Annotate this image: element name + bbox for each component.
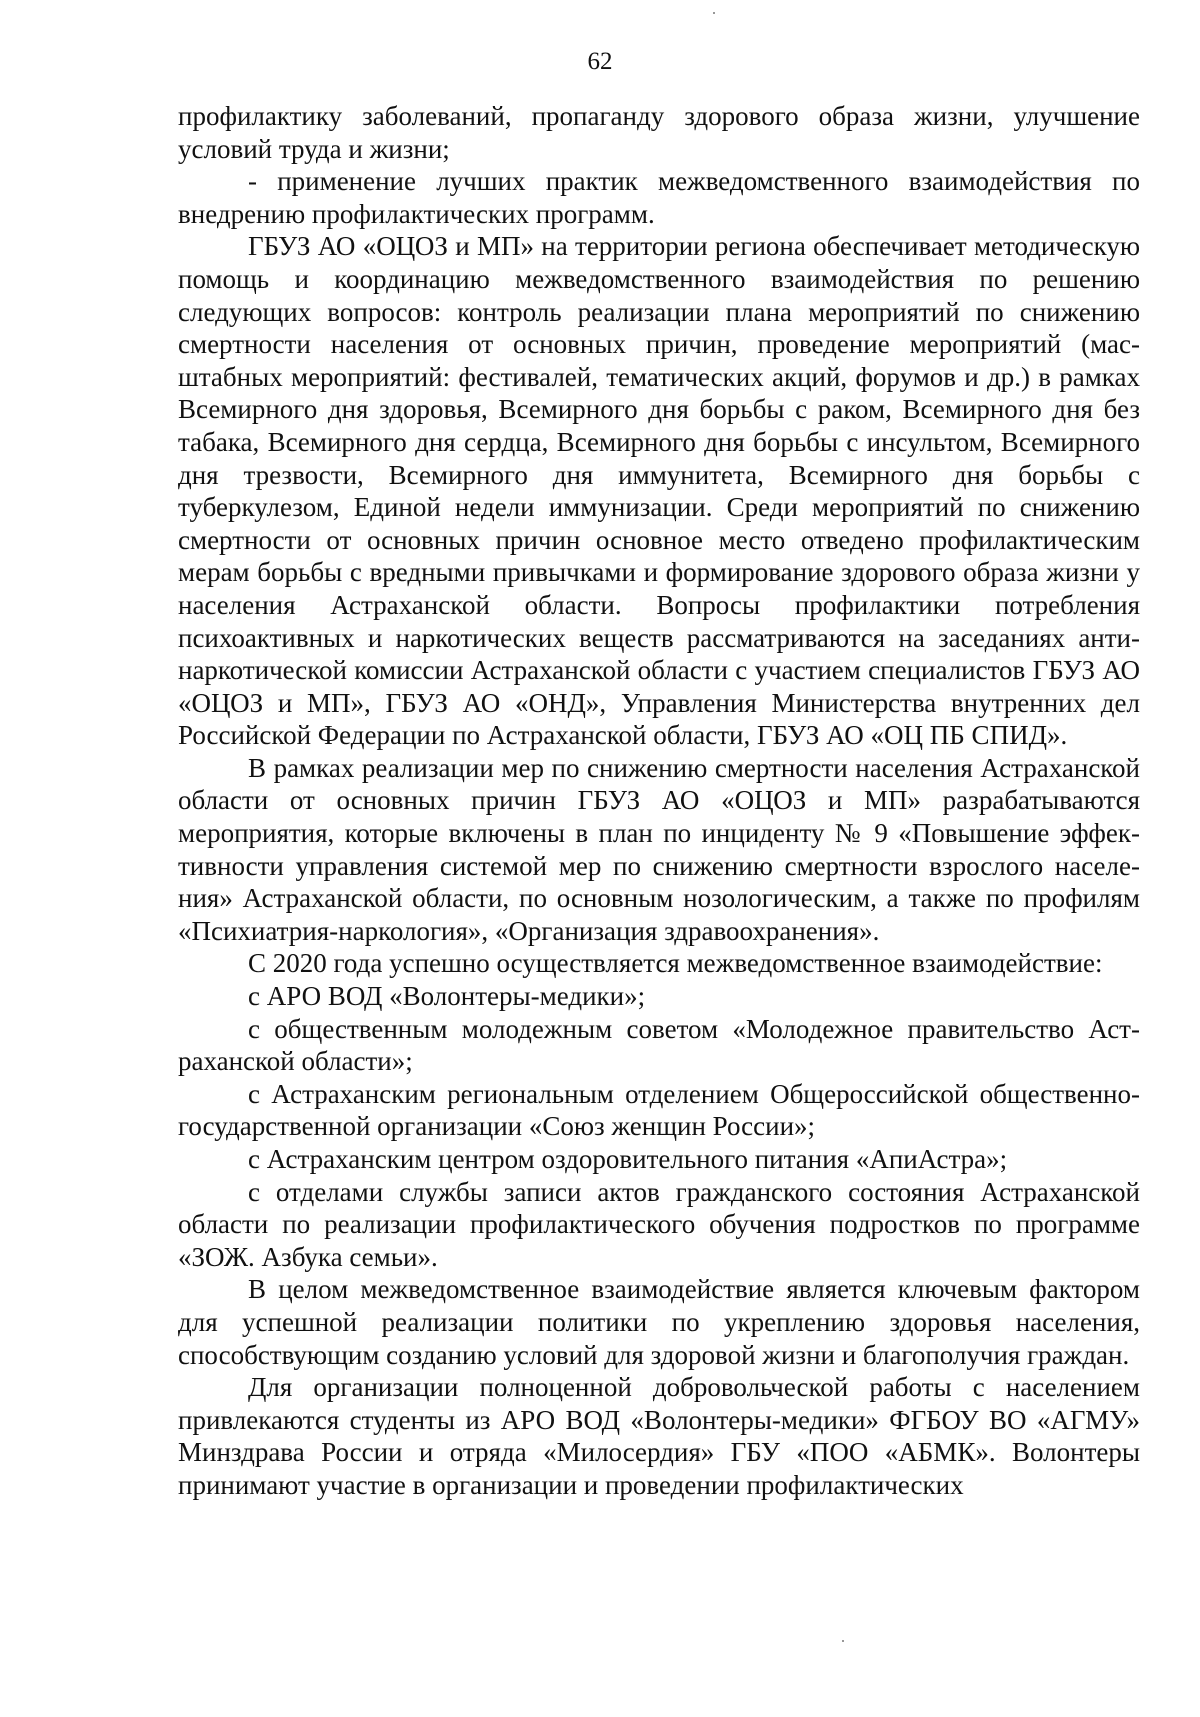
scan-speck: [713, 12, 715, 14]
paragraph-7: с общественным молодежным советом «Молодежное правительство Астраханской области»;: [178, 1013, 1140, 1077]
scan-speck: [842, 1640, 844, 1642]
paragraph-1: профилактику заболеваний, пропаганду здорового образа жизни, улучшение условий труда и жизни;: [178, 101, 1140, 164]
paragraph-12: Для организации полноценной добровольческой работы с населением привлекаются студенты из АРО ВОД «Волонтеры-медики» ФГБОУ ВО «АГМУ» Минздрава России и отряда «Милосердия» ГБУ «ПОО «АБМК». Волонтеры принимают участие в организации и проведении профилактических: [178, 1372, 1140, 1500]
paragraph-4: В рамках реализации мер по снижению смертности населения Астраханской области от основных причин ГБУЗ АО «ОЦОЗ и МП» разрабатываются мероприятия, которые включены в план по инциденту № 9 «Повышение эффективности управления системой мер по снижению смертности взрослого населения» Астраханской области, по основным нозологическим, а также по профилям «Психиатрия-наркология», «Организация здравоохранения».: [178, 752, 1140, 946]
paragraph-6: с АРО ВОД «Волонтеры-медики»;: [248, 981, 646, 1012]
paragraph-8: с Астраханским региональным отделением Общероссийской общественно-государственной организации «Союз женщин России»;: [178, 1078, 1140, 1142]
paragraph-2: - применение лучших практик межведомственного взаимодействия по внедрению профилактических программ.: [178, 166, 1140, 229]
paragraph-10: с отделами службы записи актов гражданского состояния Астраханской области по реализации профилактического обучения подростков по программе «ЗОЖ. Азбука семьи».: [178, 1176, 1140, 1272]
page-number: 62: [587, 48, 613, 75]
paragraph-5: С 2020 года успешно осуществляется межведомственное взаимодействие:: [248, 948, 1103, 979]
paragraph-3: ГБУЗ АО «ОЦОЗ и МП» на территории региона обеспечивает методическую помощь и координацию межведомственного взаимодействия по решению следующих вопросов: контроль реализации плана мероприятий по снижению смертности населения от основных причин, проведение мероприятий (масштабных мероприятий: фестивалей, тематических акций, форумов и др.) в рамках Всемирного дня здоровья, Всемирного дня борьбы с раком, Всемирного дня без табака, Всемирного дня сердца, Всемирного дня борьбы с инсультом, Всемирного дня трезвости, Всемирного дня иммунитета, Всемирного дня борьбы с туберкулезом, Единой недели иммунизации. Среди мероприятий по снижению смертности от основных причин основное место отведено профилактическим мерам борьбы с вредными привычками и формирование здорового образа жизни у населения Астраханской области. Вопросы профилактики потребления психоактивных и наркотических веществ рассматриваются на заседаниях антинаркотической комиссии Астраханской области с участием специалистов ГБУЗ АО «ОЦОЗ и МП», ГБУЗ АО «ОНД», Управления Министерства внутренних дел Российской Федерации по Астраханской области, ГБУЗ АО «ОЦ ПБ СПИД».: [178, 231, 1140, 751]
document-body: [178, 100, 1140, 1502]
paragraph-9: с Астраханским центром оздоровительного питания «АпиАстра»;: [248, 1144, 1008, 1174]
paragraph-11: В целом межведомственное взаимодействие является ключевым фактором для успешной реализации политики по укреплению здоровья населения, способствующим созданию условий для здоровой жизни и благополучия граждан.: [178, 1274, 1140, 1370]
